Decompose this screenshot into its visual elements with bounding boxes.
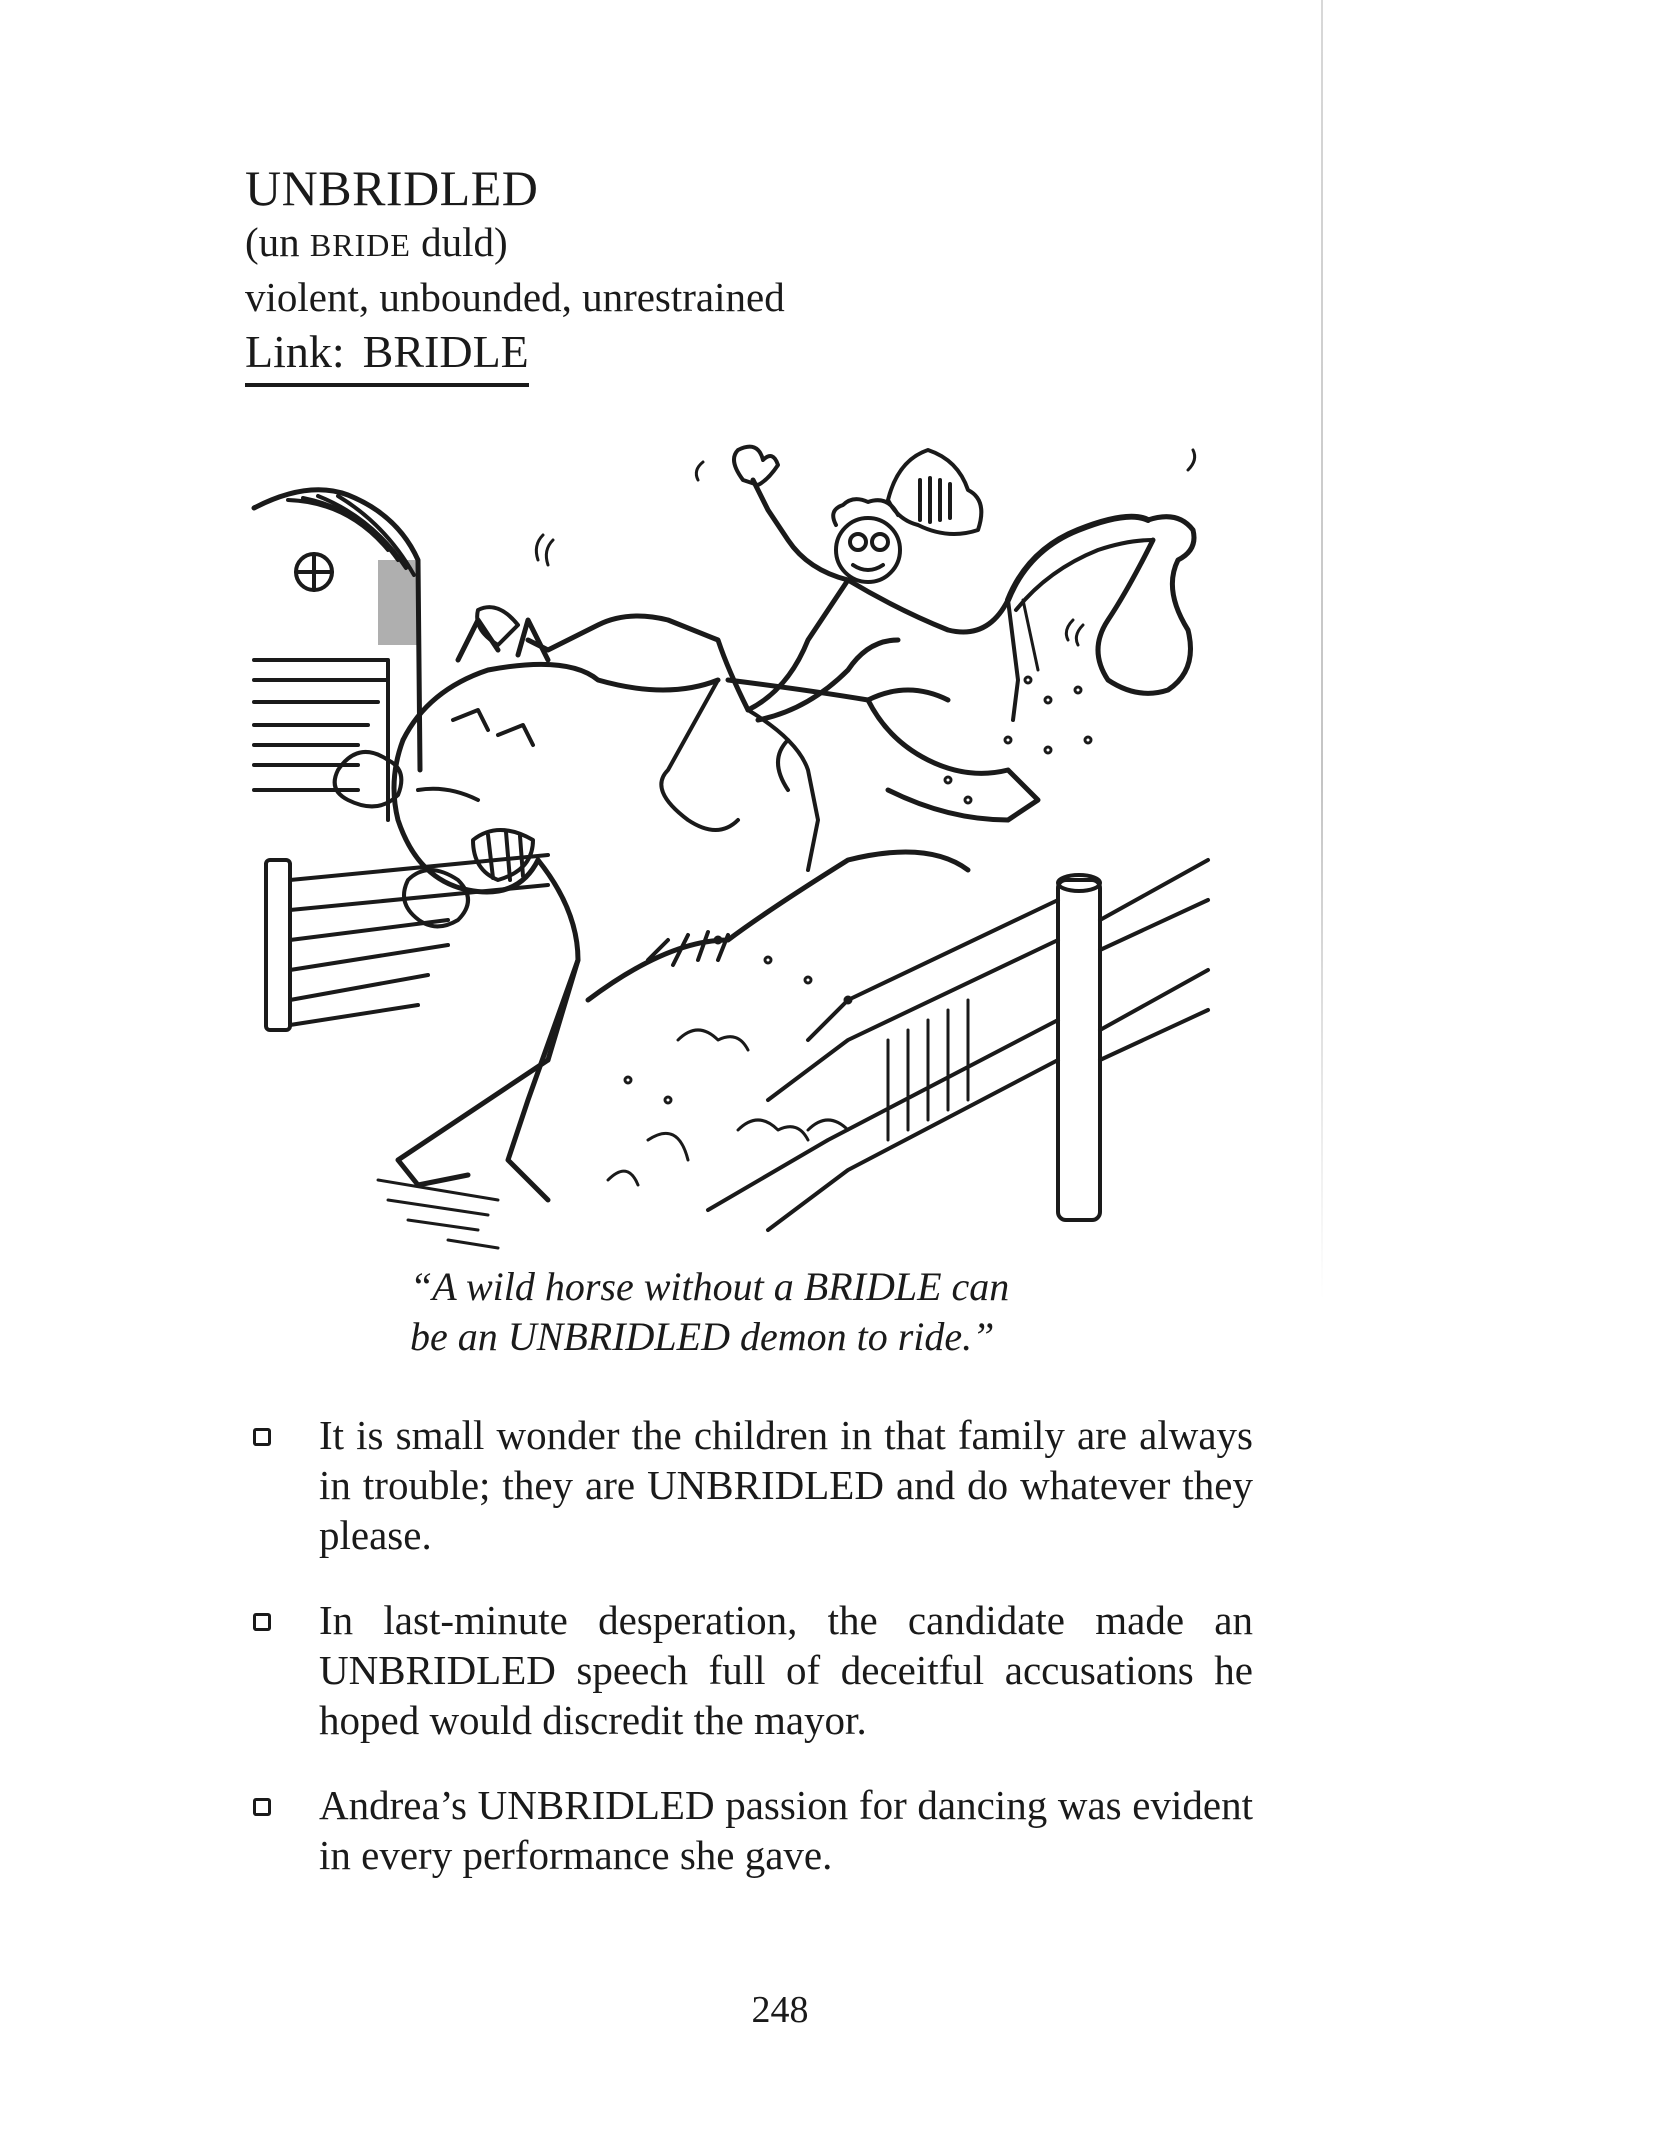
- cartoon-illustration: [248, 440, 1258, 1260]
- caption-line-1: “A wild horse without a BRIDLE can: [410, 1264, 1010, 1309]
- link-word: BRIDLE: [362, 326, 529, 377]
- example-text: It is small wonder the children in that family are always in trouble; they are UNBRIDLED and do whatever they please.: [319, 1412, 1253, 1558]
- pronunciation-open: (un: [245, 219, 310, 265]
- caption-line-2: be an UNBRIDLED demon to ride.”: [410, 1314, 995, 1359]
- example-sentence: [253, 1410, 1253, 1560]
- cowboy-drawing: [477, 447, 1008, 720]
- headword: UNBRIDLED: [245, 160, 539, 216]
- scan-edge-shadow: [1321, 0, 1323, 1300]
- example-sentence: [253, 1595, 1253, 1745]
- right-fence-drawing: [708, 860, 1208, 1230]
- link-label: Link:: [245, 326, 345, 377]
- definition: violent, unbounded, unrestrained: [245, 274, 785, 320]
- pronunciation-stressed-syllable: BRIDE: [309, 227, 411, 263]
- example-sentence: [253, 1780, 1253, 1880]
- example-text: Andrea’s UNBRIDLED passion for dancing was evident in every performance she gave.: [319, 1782, 1253, 1878]
- checkbox-bullet-icon: [253, 1798, 271, 1816]
- example-text: In last-minute desperation, the candidate made an UNBRIDLED speech full of deceitful accusations he hoped would discredit the mayor.: [319, 1597, 1253, 1743]
- page-number: 248: [751, 1989, 809, 2031]
- link-line: [245, 323, 529, 387]
- horse-drawing: [335, 620, 1038, 1200]
- pronunciation: [245, 216, 785, 271]
- checkbox-bullet-icon: [253, 1613, 271, 1631]
- checkbox-bullet-icon: [253, 1428, 271, 1446]
- dust-marks-drawing: [378, 450, 1195, 1248]
- lasso-drawing: [1008, 517, 1194, 720]
- entry-header: [245, 160, 785, 387]
- illustration-caption: [410, 1262, 1210, 1362]
- pronunciation-close: duld): [410, 219, 508, 265]
